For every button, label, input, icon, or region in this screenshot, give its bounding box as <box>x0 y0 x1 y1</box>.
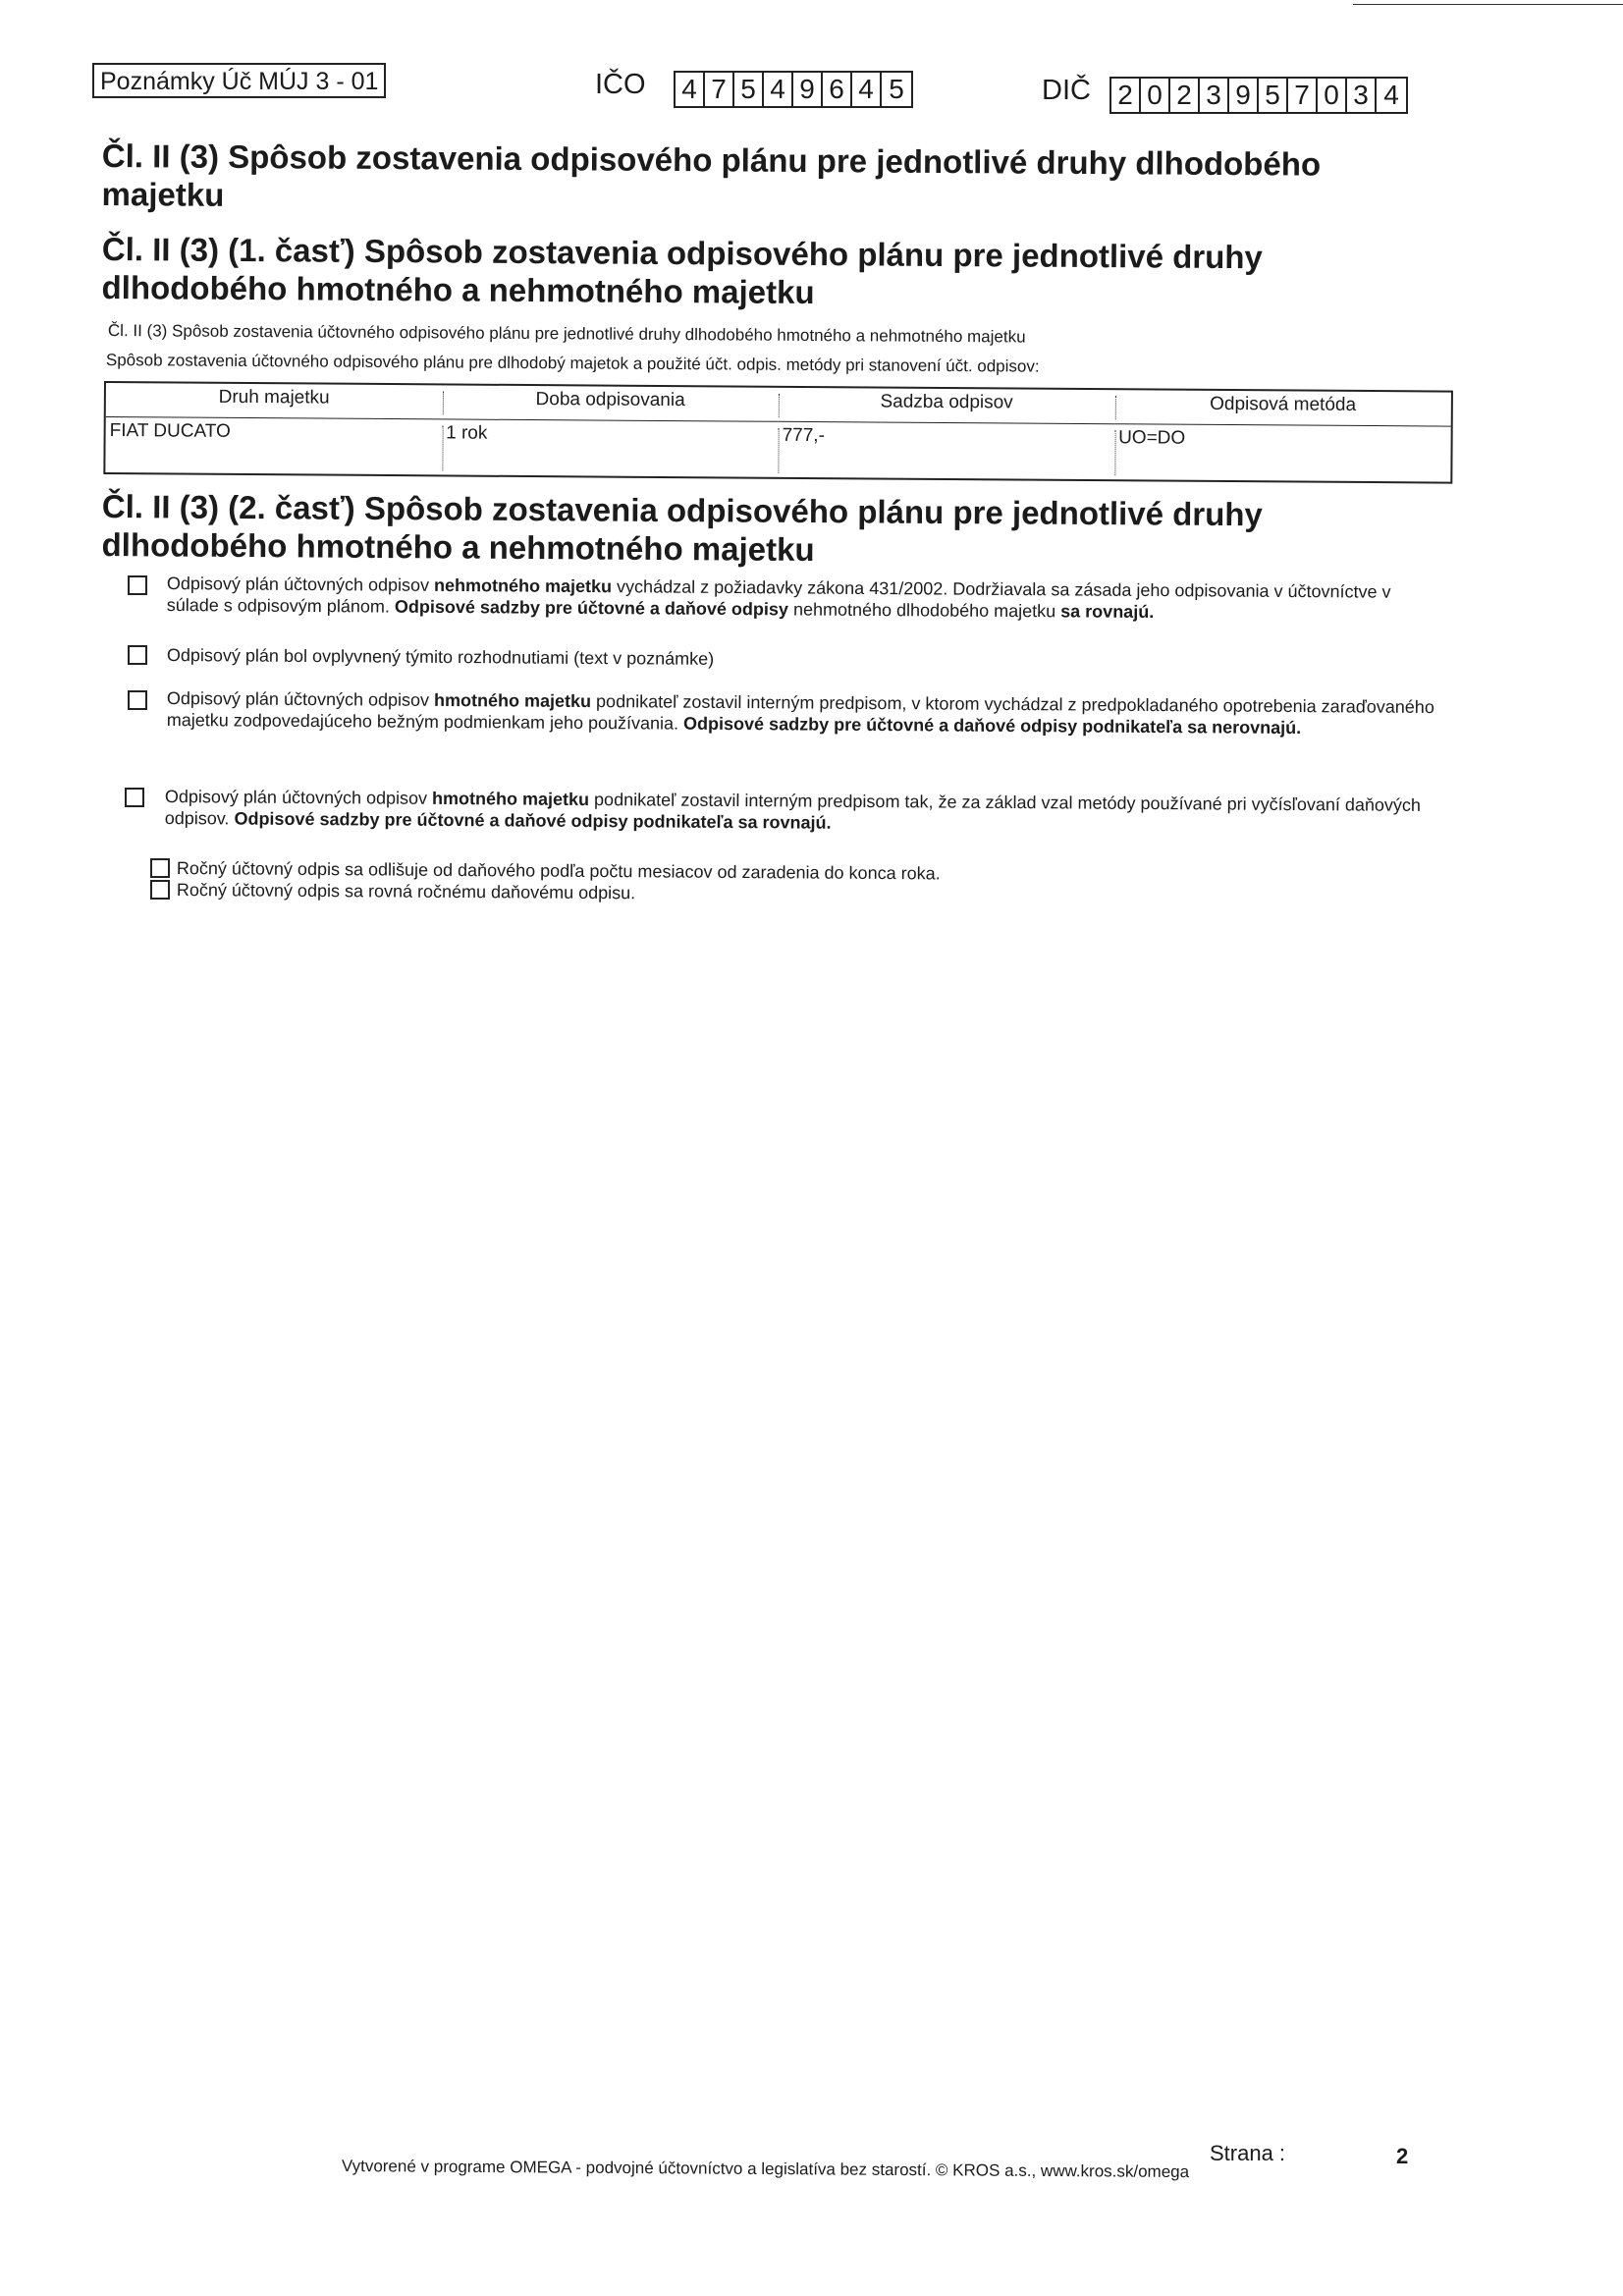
id-digit-box: 4 <box>764 73 793 106</box>
part1-subtitle-1: Čl. II (3) Spôsob zostavenia účtovného odpisového plánu pre jednotlivé druhy dlhodobého hmotného a nehmotného majetku <box>107 320 1026 347</box>
table-row <box>105 417 1450 482</box>
id-digit-box: 0 <box>1318 79 1347 112</box>
ico-label: IČO <box>595 69 646 100</box>
checkbox-annual-differs[interactable] <box>150 858 170 878</box>
table-cell: FIAT DUCATO <box>109 420 231 442</box>
id-digit-box: 5 <box>1259 79 1288 112</box>
table-cell: 1 rok <box>442 419 779 476</box>
bold-text: Odpisové sadzby pre účtovné a daňové odpisy podnikateľa sa rovnajú. <box>234 808 832 833</box>
depreciation-table <box>103 381 1453 484</box>
part1-subtitle-2: Spôsob zostavenia účtovného odpisového plánu pre dlhodobý majetok a použité účt. odpis. metódy pri stanovení účt. odpisov: <box>105 350 1040 376</box>
footer-created-by: Vytvorené v programe OMEGA - podvojné účtovníctvo a legislatíva bez starostí. © KROS a.s., www.kros.sk/omega <box>341 2157 1190 2182</box>
paragraph-tangible-tax <box>165 786 1441 838</box>
footer-page-number: 2 <box>1396 2144 1409 2168</box>
paragraph-intangible <box>167 573 1443 625</box>
bold-text: sa rovnajú. <box>1060 601 1155 623</box>
checkbox-tangible-tax[interactable] <box>125 788 144 807</box>
part2-title: Čl. II (3) (2. časť) Spôsob zostavenia odpisového plánu pre jednotlivé druhy dlhodobého hmotného a nehmotného majetku <box>101 487 1263 569</box>
dic-digits <box>1109 77 1408 114</box>
bold-text: Odpisové sadzby pre účtovné a daňové odpisy <box>394 596 789 620</box>
sub-option-annual-differs: Ročný účtovný odpis sa odlišuje od daňového podľa počtu mesiacov od zaradenia do konca roka. <box>176 858 941 884</box>
id-digit-box: 5 <box>734 73 764 106</box>
id-digit-box: 6 <box>823 73 852 106</box>
id-digit-box: 7 <box>1288 79 1318 112</box>
table-header-cell: Doba odpisovania <box>442 385 779 421</box>
bold-text: hmotného majetku <box>432 788 590 810</box>
id-digit-box: 4 <box>1383 80 1399 110</box>
id-digit-box: 0 <box>1141 79 1170 112</box>
checkbox-intangible[interactable] <box>128 575 147 595</box>
bold-text: Odpisové sadzby pre účtovné a daňové odpisy podnikateľa sa nerovnajú. <box>683 713 1302 738</box>
dic-label: DIČ <box>1042 75 1091 106</box>
id-digit-box: 9 <box>793 73 823 106</box>
sub-option-annual-equals: Ročný účtovný odpis sa rovná ročnému daňovému odpisu. <box>176 880 636 903</box>
text: podnikateľ zostavil interným predpisom tak, že za základ vzal metódy používané pri vyčísľovaní daňových odpisov. <box>164 790 1422 829</box>
checkbox-annual-equals[interactable] <box>150 880 170 900</box>
checkbox-tangible-internal[interactable] <box>128 690 147 710</box>
paragraph-decisions: Odpisový plán bol ovplyvnený týmito rozhodnutiami (text v poznámke) <box>166 645 715 669</box>
id-digit-box: 5 <box>889 74 904 104</box>
text: Odpisový plán účtovných odpisov <box>164 787 433 808</box>
text: Odpisový plán účtovných odpisov <box>166 574 435 595</box>
bold-text: hmotného majetku <box>434 689 592 712</box>
footer-page-label: Strana : <box>1210 2141 1286 2165</box>
ico-digits <box>674 71 913 108</box>
id-digit-box: 9 <box>1229 79 1259 112</box>
id-digit-box: 3 <box>1347 79 1377 112</box>
id-digit-box: 3 <box>1200 79 1229 112</box>
text: podnikateľ zostavil interným predpisom, v ktorom vychádzal z predpokladaného opotrebenia zaraďovaného majetku zodpovedajúceho bežným podmienkam jeho používania. <box>166 691 1434 734</box>
table-header-cell: Odpisová metóda <box>1114 390 1451 426</box>
checkbox-decisions[interactable] <box>128 645 147 665</box>
text: Odpisový plán účtovných odpisov <box>166 688 435 710</box>
form-label: Poznámky Úč MÚJ 3 - 01 <box>92 63 386 98</box>
id-digit-box: 7 <box>705 73 734 106</box>
id-digit-box: 4 <box>676 73 705 106</box>
part1-title: Čl. II (3) (1. časť) Spôsob zostavenia odpisového plánu pre jednotlivé druhy dlhodobého hmotného a nehmotného majetku <box>101 230 1263 311</box>
scan-edge-line <box>1353 4 1623 5</box>
paragraph-tangible-internal <box>167 687 1443 739</box>
table-header-cell: Druh majetku <box>106 383 443 419</box>
table-header-cell: Sadzba odpisov <box>779 388 1115 424</box>
text: nehmotného dlhodobého majetku <box>787 599 1061 622</box>
bold-text: nehmotného majetku <box>434 574 613 597</box>
table-cell: 777,- <box>778 422 1114 479</box>
id-digit-box: 2 <box>1111 79 1141 112</box>
table-cell: UO=DO <box>1114 424 1451 481</box>
id-digit-box: 2 <box>1170 79 1200 112</box>
text: vychádzal z požiadavky zákona 431/2002. Dodržiavala sa zásada jeho odpisovania v účtovníctve v súlade s odpisovým plánom. <box>166 576 1391 617</box>
main-title: Čl. II (3) Spôsob zostavenia odpisového plánu pre jednotlivé druhy dlhodobého majetku <box>101 137 1322 213</box>
id-digit-box: 4 <box>852 73 882 106</box>
